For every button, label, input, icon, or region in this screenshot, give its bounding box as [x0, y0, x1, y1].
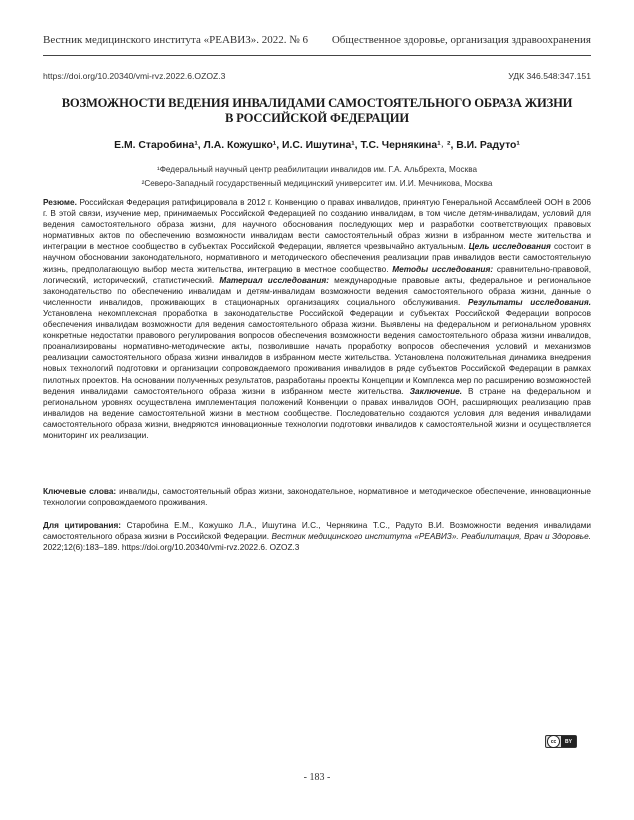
- affiliation-1: ¹Федеральный научный центр реабилитации инвалидов им. Г.А. Альбрехта, Москва: [156, 165, 478, 174]
- citation-label: Для цитирования:: [43, 521, 122, 530]
- cc-by-license-badge[interactable]: [545, 735, 577, 748]
- conclusion-label: Заключение.: [409, 386, 463, 396]
- abstract: [43, 197, 591, 441]
- abstract-label: Резюме.: [43, 198, 77, 207]
- keywords-label: Ключевые слова:: [43, 487, 117, 496]
- material-label: Материал исследования:: [219, 275, 329, 285]
- journal-name: Вестник медицинского института «РЕАВИЗ». 2022. № 6: [43, 34, 308, 46]
- aim-label: Цель исследования: [468, 242, 551, 252]
- conclusion-text: В стране на федеральном и региональном уровнях осуществлена имплементация положений Конвенции о правах инвалидов ООН, расширяющих реализацию прав инвалидов на ведение самостоятельной жизни в местном сообществе. Последовательно создаются условия для ведения инвалидами самостоятельного образа жизни, внедряются инновационные технологии подготовки инвалидов к самостоятельной жизни и осуществляется мониторинг их реализации.: [43, 386, 591, 440]
- running-header: [43, 34, 591, 46]
- article-title: [43, 96, 591, 126]
- aim-text: состоит в научном обосновании законодательного, нормативного и методического обеспечения реализации прав инвалидов вести самостоятельную жизнь, предполагающую выбор места жительства, интеграцию в местное сообщество.: [43, 242, 592, 274]
- title-line-2: В РОССИЙСКОЙ ФЕДЕРАЦИИ: [225, 111, 409, 125]
- cc-icon: cc: [547, 735, 560, 748]
- abstract-intro: Российская Федерация ратифицировала в 2012 г. Конвенцию о правах инвалидов, принятую Генеральной Ассамблеей ООН в 2006 г. В этой связи, изучение мер, принимаемых Российской Федерацией по созданию инвалидам, в том числе детям-инвалидам, условий для ведения самостоятельного образа жизни, для научного обоснования последующих мер и разработки соответствующих правовых нормативных актов по обеспечению возможности инвалидам вести самостоятельный образ жизни в избранном месте жительства и интеграции в местное сообщество в субъектах Российской Федерации, является чрезвычайно актуальным.: [43, 198, 591, 252]
- citation-tail: 2022;12(6):183–189. https://doi.org/10.20340/vmi-rvz.2022.6. OZOZ.3: [43, 543, 300, 553]
- title-line-1: ВОЗМОЖНОСТИ ВЕДЕНИЯ ИНВАЛИДАМИ САМОСТОЯТЕЛЬНОГО ОБРАЗА ЖИЗНИ: [61, 96, 573, 110]
- article-meta: [43, 71, 591, 81]
- citation-journal: Вестник медицинского института «РЕАВИЗ». Реабилитация, Врач и Здоровье.: [271, 532, 591, 542]
- material-text: международные правовые акты, федеральное и региональное законодательство по обеспечению инвалидам и детям-инвалидам возможности ведения самостоятельного образа жизни, данные о численности инвалидов, проживающих в стационарных организациях социального обслуживания.: [43, 275, 592, 307]
- udc-code: УДК 346.548:347.151: [508, 71, 591, 81]
- methods-text: сравнительно-правовой, логический, исторический, статистический.: [43, 264, 592, 285]
- by-icon: BY: [561, 736, 576, 747]
- methods-label: Методы исследования:: [392, 264, 494, 274]
- affiliation-2: ²Северо-Западный государственный медицинский университет им. И.И. Мечникова, Москва: [141, 179, 493, 188]
- page-number: - 183 -: [303, 772, 331, 783]
- doi-link[interactable]: https://doi.org/10.20340/vmi-rvz.2022.6.OZOZ.3: [43, 71, 226, 81]
- header-divider: [43, 55, 591, 56]
- citation: [43, 520, 591, 553]
- author-list: Е.М. Старобина¹, Л.А. Кожушко¹, И.С. Ишутина¹, Т.С. Чернякина¹˒ ², В.И. Радуто¹: [114, 140, 520, 151]
- keywords: [43, 486, 591, 508]
- section-name: Общественное здоровье, организация здравоохранения: [331, 34, 591, 46]
- results-text: Установлена некомплексная проработка в законодательстве Российской Федерации и субъектах Российской Федерации вопросов обеспечения инвалидам возможности для ведения самостоятельного образа жизни. Выявлены на федеральном и региональном уровнях конкретные недостатки правового регулирования вопросов обеспечения возможности ведения самостоятельного образа жизни инвалидов, проанализированы нормативно-методические акты, позволившие начать проработку вопросов обеспечения условий и механизмов реализации самостоятельного образа жизни инвалидов в избранном месте жительства. Установлена положительная динамика внедрения новых технологий подготовки и организации сопровождаемого проживания инвалидов в ряде субъектов Российской Федерации в рамках пилотных проектов. На основании полученных результатов, разработаны проекты Концепции и Комплекса мер по расширению возможностей ведения инвалидами самостоятельного образа жизни в избранном месте жительства.: [43, 308, 591, 396]
- citation-text: Старобина Е.М., Кожушко Л.А., Ишутина И.С., Чернякина Т.С., Радуто В.И. Возможности ведения инвалидами самостоятельного образа жизни в Российской Федерации.: [43, 521, 591, 542]
- results-label: Результаты исследования.: [467, 297, 591, 307]
- keywords-text: инвалиды, самостоятельный образ жизни, законодательное, нормативное и методическое обеспечение, инновационные технологии сопровождаемого проживания.: [43, 487, 591, 508]
